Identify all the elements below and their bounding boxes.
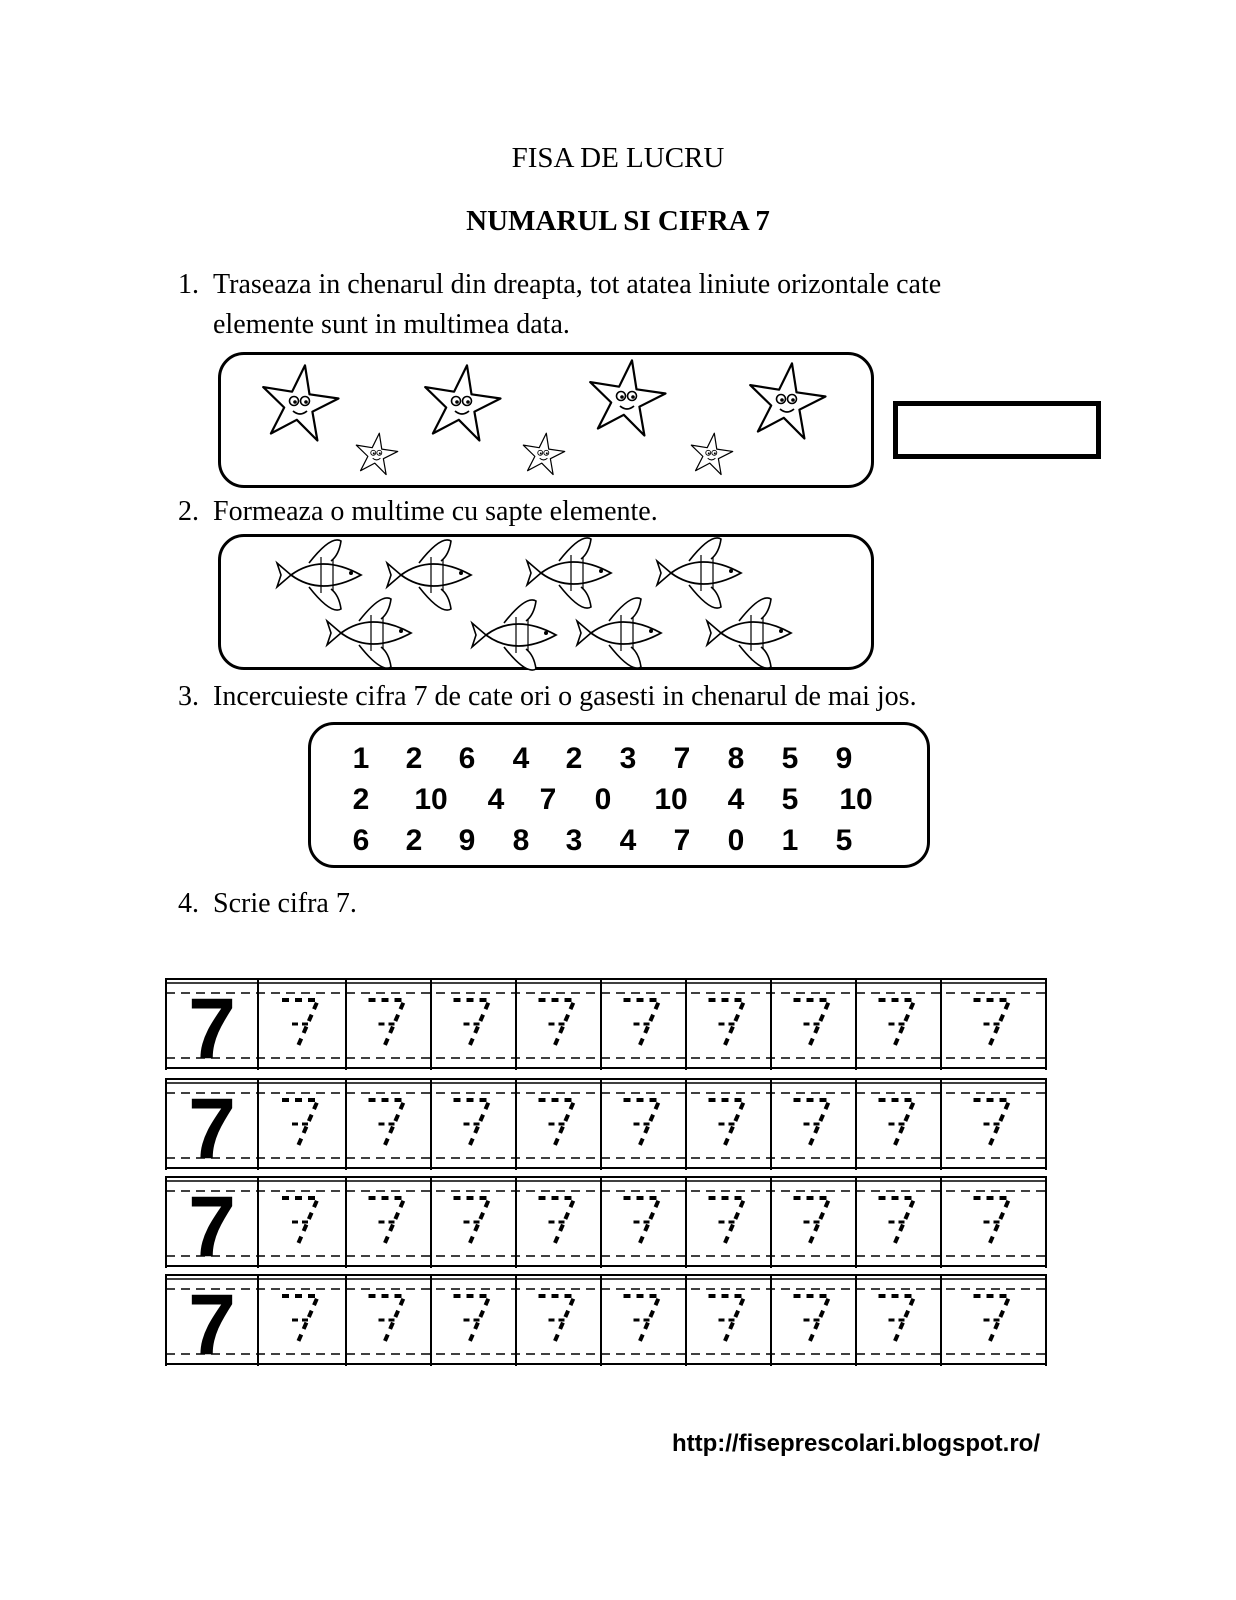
digit-cell[interactable]: 1 xyxy=(781,824,799,857)
starfish-set-frame xyxy=(218,352,874,488)
starfish-set xyxy=(221,355,877,491)
footer-url: http://fiseprescolari.blogspot.ro/ xyxy=(671,1430,1040,1457)
digit-cell[interactable]: 4 xyxy=(727,783,745,816)
digit-cell[interactable]: 9 xyxy=(835,742,853,775)
dotted-digit-guide[interactable] xyxy=(709,1000,745,1046)
dotted-digit-guide[interactable] xyxy=(709,1198,745,1244)
dotted-digit-guide[interactable] xyxy=(624,1296,660,1342)
task-4-number: 4. xyxy=(178,888,199,919)
dotted-digit-guide[interactable] xyxy=(369,1100,405,1146)
task-4 xyxy=(178,884,1078,924)
model-digit: 7 xyxy=(188,1277,236,1373)
dotted-digit-guide[interactable] xyxy=(794,1000,830,1046)
model-digit: 7 xyxy=(188,1179,236,1275)
digit-cell[interactable]: 8 xyxy=(727,742,745,775)
dotted-digit-guide[interactable] xyxy=(454,1198,490,1244)
dotted-digit-guide[interactable] xyxy=(539,1000,575,1046)
task-3-number: 3. xyxy=(178,681,199,712)
dotted-digit-guide[interactable] xyxy=(974,1198,1010,1244)
digit-cell[interactable]: 7 xyxy=(539,783,557,816)
tracing-row xyxy=(166,1078,1046,1177)
task-1-text-line-1: Traseaza in chenarul din dreapta, tot atatea liniute orizontale cate xyxy=(213,269,942,300)
digit-cell[interactable]: 4 xyxy=(512,742,530,775)
tracing-grid xyxy=(166,978,1046,1378)
digit-cell[interactable]: 6 xyxy=(352,824,370,857)
dotted-digit-guide[interactable] xyxy=(879,1000,915,1046)
digit-cell[interactable]: 0 xyxy=(727,824,745,857)
dotted-digit-guide[interactable] xyxy=(624,1100,660,1146)
task-3-text: Incercuieste cifra 7 de cate ori o gasesti in chenarul de mai jos. xyxy=(213,681,917,712)
angelfish-icon xyxy=(657,538,741,608)
digit-cell[interactable]: 10 xyxy=(839,783,873,816)
digit-cell[interactable]: 2 xyxy=(405,824,423,857)
tracing-row xyxy=(166,978,1046,1077)
dotted-digit-guide[interactable] xyxy=(539,1100,575,1146)
digit-cell[interactable]: 0 xyxy=(594,783,612,816)
answer-box[interactable] xyxy=(893,401,1101,459)
dotted-digit-guide[interactable] xyxy=(282,1000,318,1046)
task-1-text-line-2: elemente sunt in multimea data. xyxy=(213,309,570,340)
digit-cell[interactable]: 7 xyxy=(673,824,691,857)
digit-cell[interactable]: 3 xyxy=(619,742,637,775)
task-3 xyxy=(178,677,1078,717)
digit-cell[interactable]: 2 xyxy=(352,783,370,816)
task-2-text: Formeaza o multime cu sapte elemente. xyxy=(213,496,658,527)
dotted-digit-guide[interactable] xyxy=(879,1100,915,1146)
angelfish-icon xyxy=(387,540,471,610)
digit-grid-frame xyxy=(308,722,930,868)
starfish-icon xyxy=(590,360,665,435)
tracing-row xyxy=(166,1274,1046,1373)
dotted-digit-guide[interactable] xyxy=(794,1100,830,1146)
digit-cell[interactable]: 8 xyxy=(512,824,530,857)
starfish-icon xyxy=(750,363,825,438)
starfish-icon xyxy=(425,365,500,440)
fish-set-frame xyxy=(218,534,874,670)
tracing-row xyxy=(166,1176,1046,1275)
task-4-text: Scrie cifra 7. xyxy=(213,888,357,919)
digit-cell[interactable]: 10 xyxy=(654,783,688,816)
dotted-digit-guide[interactable] xyxy=(794,1296,830,1342)
task-2 xyxy=(178,492,1078,532)
digit-cell[interactable]: 1 xyxy=(352,742,370,775)
digit-cell[interactable]: 6 xyxy=(458,742,476,775)
starfish-icon xyxy=(356,433,397,474)
digit-cell[interactable]: 2 xyxy=(405,742,423,775)
starfish-icon xyxy=(523,433,564,474)
dotted-digit-guide[interactable] xyxy=(794,1198,830,1244)
dotted-digit-guide[interactable] xyxy=(709,1100,745,1146)
digit-cell[interactable]: 9 xyxy=(458,824,476,857)
dotted-digit-guide[interactable] xyxy=(369,1000,405,1046)
dotted-digit-guide[interactable] xyxy=(454,1296,490,1342)
starfish-icon xyxy=(691,433,732,474)
task-1-number: 1. xyxy=(178,269,199,300)
dotted-digit-guide[interactable] xyxy=(282,1296,318,1342)
digit-cell[interactable]: 10 xyxy=(414,783,448,816)
digit-cell[interactable]: 3 xyxy=(565,824,583,857)
digit-cell[interactable]: 4 xyxy=(487,783,505,816)
starfish-icon xyxy=(263,365,338,440)
dotted-digit-guide[interactable] xyxy=(624,1000,660,1046)
model-digit: 7 xyxy=(188,981,236,1077)
dotted-digit-guide[interactable] xyxy=(282,1100,318,1146)
angelfish-icon xyxy=(472,600,556,670)
dotted-digit-guide[interactable] xyxy=(539,1296,575,1342)
dotted-digit-guide[interactable] xyxy=(974,1296,1010,1342)
dotted-digit-guide[interactable] xyxy=(879,1198,915,1244)
digit-cell[interactable]: 5 xyxy=(835,824,853,857)
dotted-digit-guide[interactable] xyxy=(369,1296,405,1342)
digit-cell[interactable]: 4 xyxy=(619,824,637,857)
fish-set xyxy=(221,537,877,673)
task-2-number: 2. xyxy=(178,496,199,527)
task-1 xyxy=(178,265,1078,349)
digit-cell[interactable]: 5 xyxy=(781,783,799,816)
dotted-digit-guide[interactable] xyxy=(539,1198,575,1244)
dotted-digit-guide[interactable] xyxy=(454,1100,490,1146)
dotted-digit-guide[interactable] xyxy=(879,1296,915,1342)
angelfish-icon xyxy=(527,538,611,608)
digit-cell[interactable]: 2 xyxy=(565,742,583,775)
digit-cell[interactable]: 5 xyxy=(781,742,799,775)
model-digit: 7 xyxy=(188,1081,236,1177)
dotted-digit-guide[interactable] xyxy=(974,1000,1010,1046)
worksheet-title: FISA DE LUCRU xyxy=(511,142,725,174)
dotted-digit-guide[interactable] xyxy=(974,1100,1010,1146)
digit-cell[interactable]: 7 xyxy=(673,742,691,775)
dotted-digit-guide[interactable] xyxy=(369,1198,405,1244)
dotted-digit-guide[interactable] xyxy=(709,1296,745,1342)
worksheet-subtitle: NUMARUL SI CIFRA 7 xyxy=(466,205,770,237)
dotted-digit-guide[interactable] xyxy=(454,1000,490,1046)
dotted-digit-guide[interactable] xyxy=(624,1198,660,1244)
angelfish-icon xyxy=(277,540,361,610)
dotted-digit-guide[interactable] xyxy=(282,1198,318,1244)
